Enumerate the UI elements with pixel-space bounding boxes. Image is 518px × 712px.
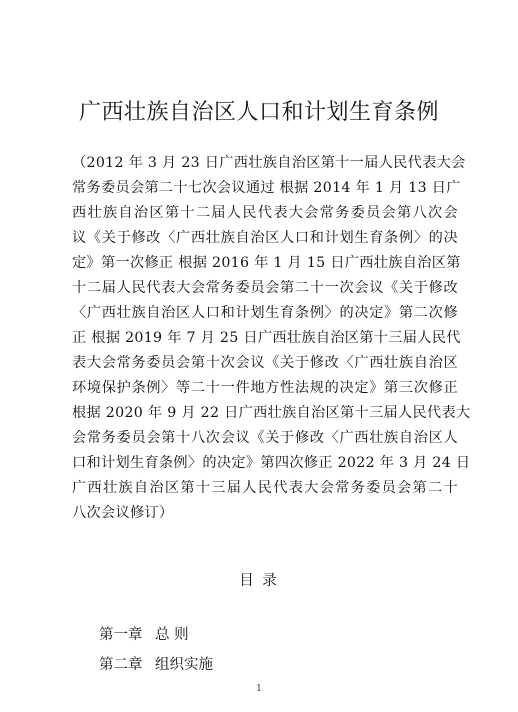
preamble-line: 定》第一次修正 根据 2016 年 1 月 15 日广西壮族自治区第 bbox=[72, 255, 461, 271]
preamble-line: 正 根据 2019 年 7 月 25 日广西壮族自治区第十三届人民代 bbox=[72, 330, 461, 346]
preamble-line: 西壮族自治区第十二届人民代表大会常务委员会第八次会 bbox=[72, 205, 458, 221]
page-number: 1 bbox=[256, 684, 262, 694]
toc-chapter-number: 第二章 bbox=[99, 657, 143, 673]
document-title: 广西壮族自治区人口和计划生育条例 bbox=[78, 100, 439, 125]
table-of-contents-heading: 目 录 bbox=[239, 573, 279, 589]
preamble-line: 会常务委员会第十八次会议《关于修改〈广西壮族自治区人 bbox=[72, 430, 458, 446]
preamble-line: 八次会议修订） bbox=[72, 505, 174, 521]
preamble-line: 〈广西壮族自治区人口和计划生育条例〉的决定》第二次修 bbox=[72, 305, 458, 321]
toc-item-chapter-1[interactable] bbox=[99, 620, 213, 650]
toc-chapter-number: 第一章 bbox=[99, 627, 143, 643]
table-of-contents bbox=[99, 620, 213, 680]
legislative-history-preamble bbox=[72, 151, 471, 526]
preamble-line: 表大会常务委员会第十次会议《关于修改〈广西壮族自治区 bbox=[72, 355, 458, 371]
preamble-line: （2012 年 3 月 23 日广西壮族自治区第十一届人民代表大会 bbox=[72, 155, 466, 171]
preamble-line: 十二届人民代表大会常务委员会第二十一次会议《关于修改 bbox=[72, 280, 458, 296]
toc-item-chapter-2[interactable] bbox=[99, 650, 213, 680]
toc-chapter-title: 组织实施 bbox=[155, 657, 213, 673]
preamble-line: 广西壮族自治区第十三届人民代表大会常务委员会第二十 bbox=[72, 480, 458, 496]
preamble-line: 根据 2020 年 9 月 22 日广西壮族自治区第十三届人民代表大 bbox=[72, 405, 471, 421]
preamble-line: 口和计划生育条例〉的决定》第四次修正 2022 年 3 月 24 日 bbox=[72, 455, 471, 471]
preamble-line: 常务委员会第二十七次会议通过 根据 2014 年 1 月 13 日广 bbox=[72, 180, 461, 196]
preamble-line: 环境保护条例〉等二十一件地方性法规的决定》第三次修正 bbox=[72, 380, 458, 396]
preamble-line: 议《关于修改〈广西壮族自治区人口和计划生育条例〉的决 bbox=[72, 230, 458, 246]
toc-chapter-title: 总 则 bbox=[155, 627, 189, 643]
